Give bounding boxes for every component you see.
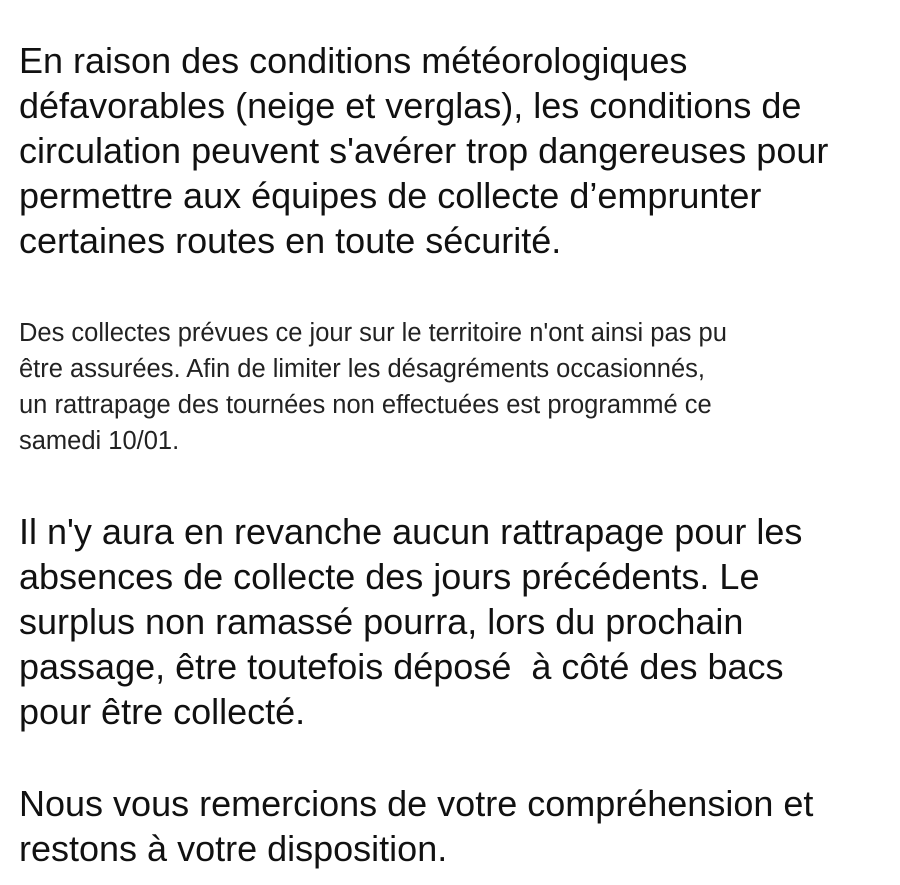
paragraph-collection-makeup: Des collectes prévues ce jour sur le territoire n'ont ainsi pas pu être assurées. Afin de limiter les désagréments occasionnés, un rattrapage des tournées non effectuées est programmé ce samedi 10/01.: [19, 319, 727, 455]
paragraph-spacer: [19, 263, 889, 315]
paragraph-thanks: Nous vous remercions de votre compréhension et restons à votre disposition.: [19, 783, 814, 869]
paragraph-weather-conditions: En raison des conditions météorologiques défavorables (neige et verglas), les conditions de circulation peuvent s'avérer trop dangereuses pour permettre aux équipes de collecte d’emprunter certaines routes en toute sécurité.: [19, 40, 829, 261]
paragraph-spacer: [19, 734, 889, 781]
paragraph-no-makeup: Il n'y aura en revanche aucun rattrapage pour les absences de collecte des jours précédents. Le surplus non ramassé pourra, lors du prochain passage, être toutefois déposé à côté des bacs pour être collecté.: [19, 511, 803, 732]
document-body: [19, 38, 889, 871]
paragraph-spacer: [19, 459, 889, 509]
